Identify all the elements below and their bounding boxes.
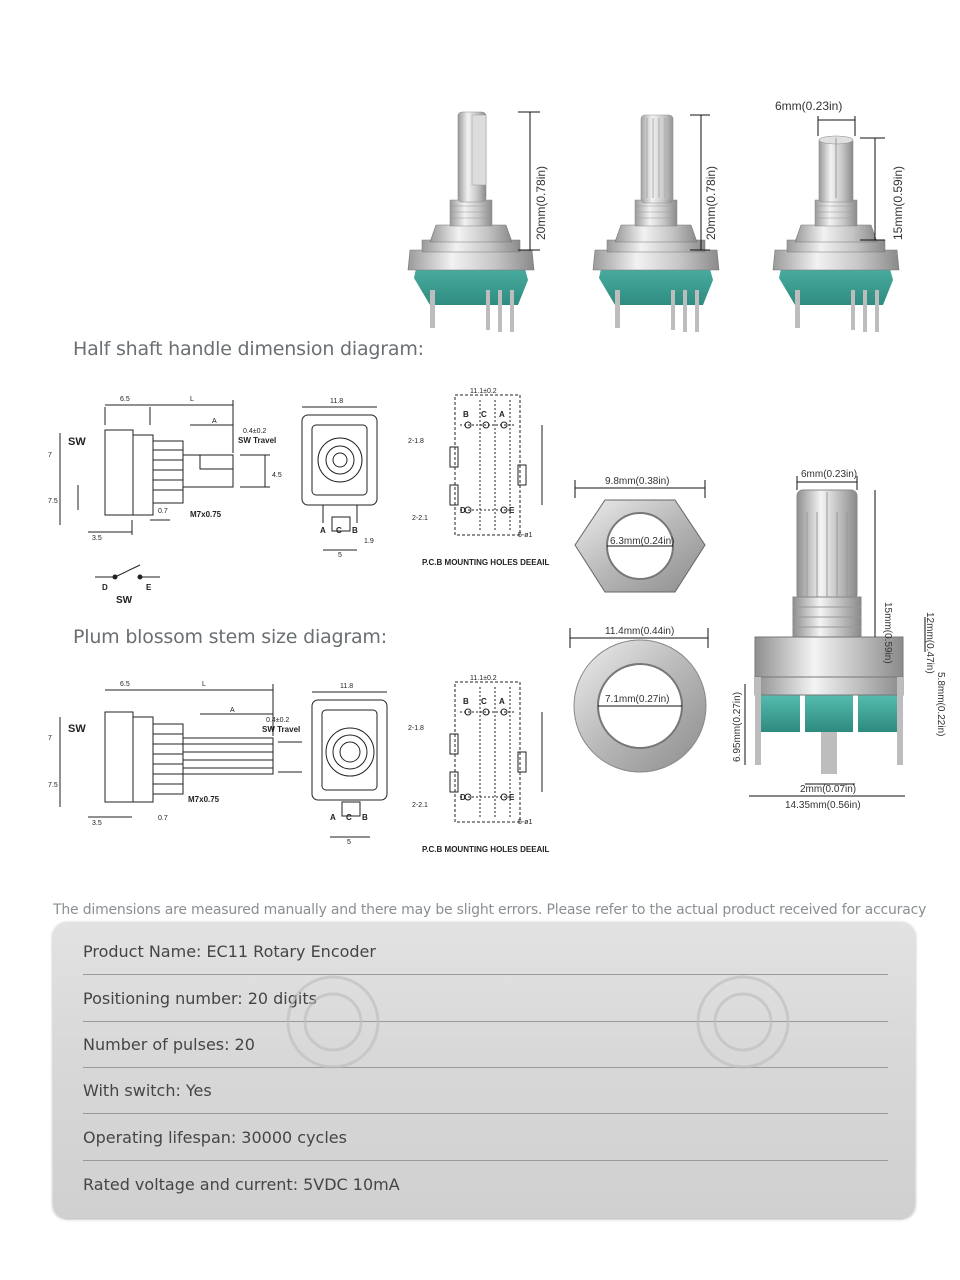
svg-text:5-ø1: 5-ø1 — [518, 819, 533, 826]
encoder3-height-label: 15mm(0.59in) — [891, 165, 905, 240]
svg-text:11.1±0.2: 11.1±0.2 — [470, 675, 497, 682]
svg-text:SW Travel: SW Travel — [262, 725, 301, 734]
side-encoder-drawing — [715, 462, 960, 812]
spec-row-product-name: Product Name: EC11 Rotary Encoder — [83, 928, 888, 975]
svg-text:2-2.1: 2-2.1 — [412, 802, 428, 809]
svg-text:P.C.B MOUNTING HOLES DEEAIL: P.C.B MOUNTING HOLES DEEAIL — [422, 845, 550, 854]
svg-text:M7x0.75: M7x0.75 — [188, 795, 220, 804]
svg-text:7: 7 — [48, 735, 52, 742]
sw-travel-label: SW Travel — [238, 436, 277, 445]
watermark-logo — [183, 962, 803, 1202]
encoder1-height-label: 20mm(0.78in) — [534, 165, 548, 240]
svg-text:6.95mm(0.27in): 6.95mm(0.27in) — [732, 691, 743, 762]
accessories-drawing — [560, 470, 730, 790]
svg-text:11.8: 11.8 — [330, 398, 344, 405]
knurled-encoder-photo — [773, 116, 899, 332]
spec-row-pulses: Number of pulses: 20 — [83, 1021, 888, 1068]
svg-text:A: A — [212, 418, 217, 425]
svg-text:A: A — [320, 526, 326, 535]
half-shaft-title: Half shaft handle dimension diagram: — [73, 338, 424, 360]
svg-text:B: B — [463, 697, 469, 706]
svg-text:6.5: 6.5 — [120, 681, 130, 688]
svg-text:C: C — [481, 410, 487, 419]
pcb-caption: P.C.B MOUNTING HOLES DEEAIL — [422, 558, 550, 567]
svg-text:E: E — [509, 793, 515, 802]
spec-row-lifespan: Operating lifespan: 30000 cycles — [83, 1114, 888, 1161]
svg-text:3.5: 3.5 — [92, 820, 102, 827]
top-encoder-photos — [380, 90, 920, 350]
svg-text:C: C — [481, 697, 487, 706]
svg-text:5.8mm(0.22in): 5.8mm(0.22in) — [935, 672, 946, 737]
svg-text:A: A — [330, 813, 336, 822]
svg-text:SW: SW — [68, 723, 86, 735]
thread-label: M7x0.75 — [190, 510, 222, 519]
svg-text:3.5: 3.5 — [92, 535, 102, 542]
svg-text:11.8: 11.8 — [340, 683, 354, 690]
svg-text:2-1.8: 2-1.8 — [408, 725, 424, 732]
svg-text:2-1.8: 2-1.8 — [408, 438, 424, 445]
svg-text:D: D — [102, 583, 108, 592]
svg-text:2mm(0.07in): 2mm(0.07in) — [800, 784, 857, 795]
svg-text:C: C — [346, 813, 352, 822]
nut-inner-label: 6.3mm(0.24in) — [610, 536, 675, 547]
svg-text:7.5: 7.5 — [48, 498, 58, 505]
svg-text:4.5: 4.5 — [272, 472, 282, 479]
svg-text:5: 5 — [347, 839, 351, 846]
svg-text:6.5: 6.5 — [120, 396, 130, 403]
spec-panel — [53, 922, 915, 1218]
svg-text:E: E — [146, 583, 152, 592]
svg-text:SW: SW — [116, 595, 133, 606]
svg-text:14.35mm(0.56in): 14.35mm(0.56in) — [785, 800, 861, 811]
svg-text:5-ø1: 5-ø1 — [518, 532, 533, 539]
plum-blossom-title: Plum blossom stem size diagram: — [73, 626, 387, 648]
svg-text:0.7: 0.7 — [158, 508, 168, 515]
svg-text:D: D — [460, 793, 466, 802]
spec-row-voltage: Rated voltage and current: 5VDC 10mA — [83, 1174, 400, 1194]
svg-text:B: B — [463, 410, 469, 419]
svg-text:0.7: 0.7 — [158, 815, 168, 822]
svg-text:7.5: 7.5 — [48, 782, 58, 789]
plum-blossom-drawing — [40, 672, 580, 862]
svg-text:B: B — [362, 813, 368, 822]
half-shaft-drawing — [40, 385, 580, 615]
spec-row-positioning: Positioning number: 20 digits — [83, 975, 888, 1022]
svg-text:7: 7 — [48, 452, 52, 459]
svg-text:D: D — [460, 506, 466, 515]
washer-outer-label: 11.4mm(0.44in) — [605, 626, 675, 637]
svg-text:C: C — [336, 526, 342, 535]
nut-width-label: 9.8mm(0.38in) — [605, 476, 670, 487]
washer-inner-label: 7.1mm(0.27in) — [605, 694, 670, 705]
svg-text:1.9: 1.9 — [364, 538, 374, 545]
svg-text:6mm(0.23in): 6mm(0.23in) — [801, 469, 858, 480]
encoder2-height-label: 20mm(0.78in) — [704, 165, 718, 240]
svg-text:A: A — [230, 707, 235, 714]
sw-label: SW — [68, 436, 86, 448]
svg-text:A: A — [499, 697, 505, 706]
svg-text:11.1±0.2: 11.1±0.2 — [470, 388, 497, 395]
plum-blossom-encoder-photo — [593, 115, 719, 332]
svg-text:A: A — [499, 410, 505, 419]
spec-row-switch: With switch: Yes — [83, 1067, 888, 1114]
disclaimer-text: The dimensions are measured manually and there may be slight errors. Please refer to the actual product received for accuracy — [53, 902, 927, 918]
encoder3-width-label: 6mm(0.23in) — [775, 99, 843, 113]
svg-text:2-2.1: 2-2.1 — [412, 515, 428, 522]
svg-text:0.4±0.2: 0.4±0.2 — [243, 428, 267, 435]
svg-text:L: L — [190, 396, 194, 403]
svg-text:12mm(0.47in): 12mm(0.47in) — [924, 612, 935, 674]
svg-text:5: 5 — [338, 552, 342, 559]
half-shaft-encoder-photo — [408, 112, 540, 332]
svg-text:15mm(0.59in): 15mm(0.59in) — [882, 602, 893, 664]
svg-text:B: B — [352, 526, 358, 535]
svg-text:E: E — [509, 506, 515, 515]
svg-text:0.4±0.2: 0.4±0.2 — [266, 717, 290, 724]
svg-text:L: L — [202, 681, 206, 688]
